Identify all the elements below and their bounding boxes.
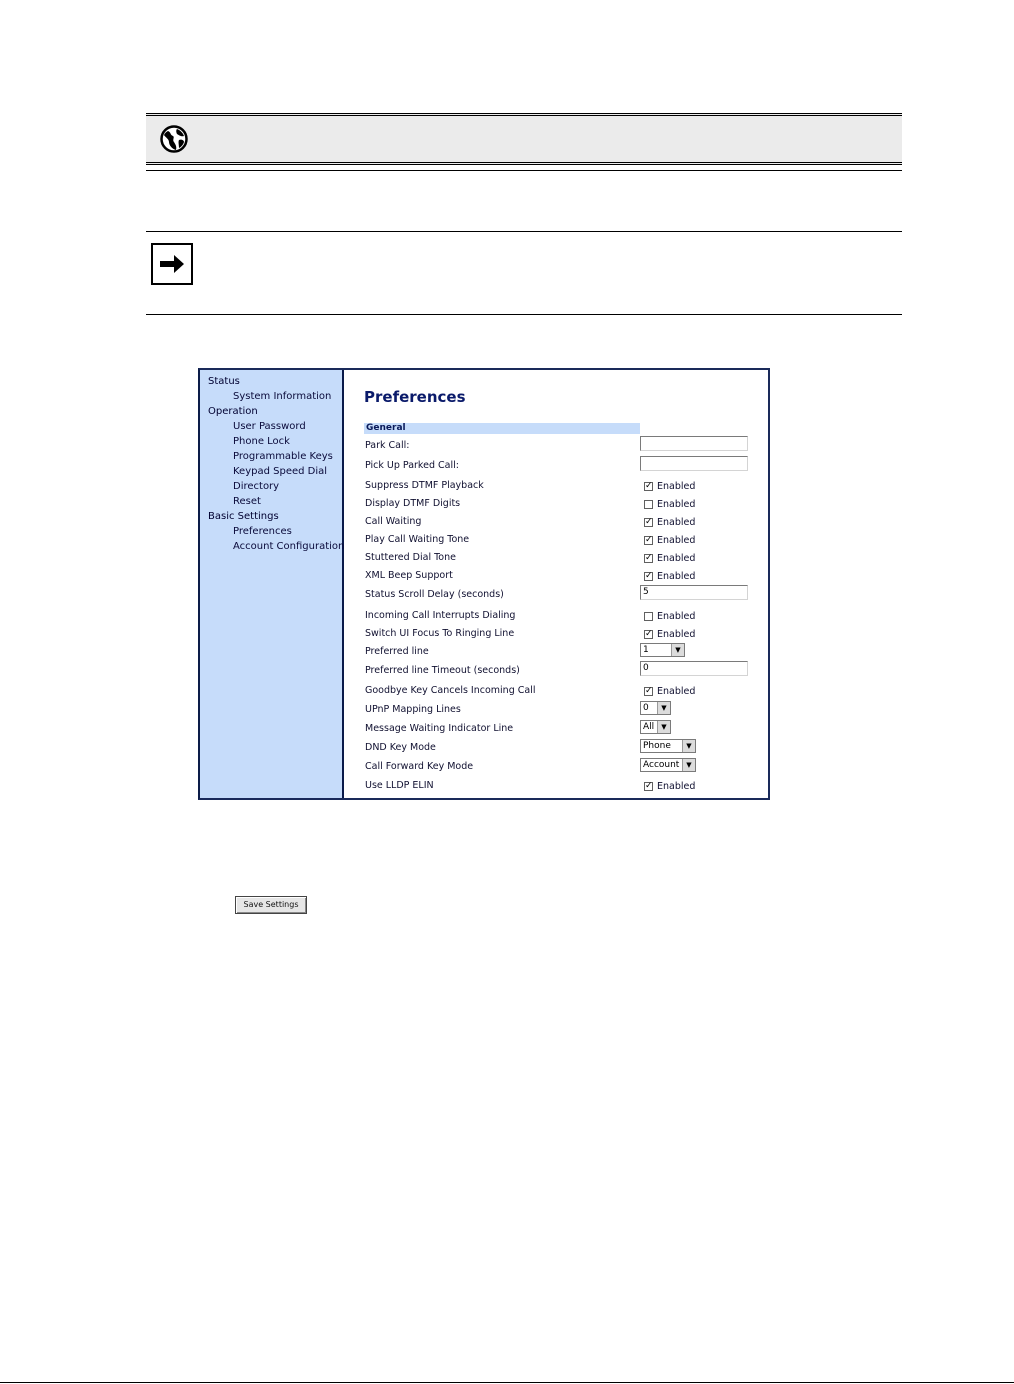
checkbox-label: Enabled — [657, 499, 696, 510]
label-pick-up-parked-call: Pick Up Parked Call: — [365, 460, 459, 471]
checkbox-group — [640, 781, 695, 792]
select-value: 0 — [643, 703, 649, 713]
chevron-down-icon[interactable]: ▼ — [657, 721, 670, 733]
section-header-general: General — [364, 423, 640, 434]
band-bottom-line — [146, 170, 902, 171]
checkbox-group — [640, 611, 695, 622]
checkbox[interactable]: ✓ — [645, 553, 653, 563]
label-switch-ui-focus-to-ringing-line: Switch UI Focus To Ringing Line — [365, 628, 515, 639]
label-status-scroll-delay-seconds: Status Scroll Delay (seconds) — [365, 589, 504, 600]
checkbox-label: Enabled — [657, 535, 696, 546]
save-settings-button[interactable]: Save Settings — [235, 896, 307, 914]
label-use-lldp-elin: Use LLDP ELIN — [365, 780, 434, 791]
select-dropdown[interactable] — [640, 643, 685, 657]
text-input[interactable] — [640, 436, 748, 451]
text-input[interactable] — [640, 456, 748, 471]
sidebar-item-operation[interactable]: Operation — [208, 406, 258, 417]
select-value: Account — [643, 760, 680, 770]
select-dropdown[interactable] — [640, 701, 671, 715]
label-play-call-waiting-tone: Play Call Waiting Tone — [365, 534, 470, 545]
preferences-content — [344, 370, 768, 798]
label-preferred-line: Preferred line — [365, 646, 429, 657]
page-title: Preferences — [364, 388, 466, 406]
checkbox-label: Enabled — [657, 571, 696, 582]
checkbox-group — [640, 571, 695, 582]
page-bottom-rule — [0, 1382, 1014, 1383]
checkbox[interactable]: ✓ — [645, 571, 653, 581]
label-suppress-dtmf-playback: Suppress DTMF Playback — [365, 480, 484, 491]
sidebar-item-account-configuration[interactable]: Account Configuration — [233, 541, 345, 552]
checkbox-label: Enabled — [657, 629, 696, 640]
label-preferred-line-timeout-seconds: Preferred line Timeout (seconds) — [365, 665, 520, 676]
checkbox-label: Enabled — [657, 517, 696, 528]
checkbox[interactable]: ✓ — [645, 481, 653, 491]
checkbox-group — [640, 553, 695, 564]
web-note-band — [146, 113, 902, 165]
checkbox-group — [640, 517, 695, 528]
checkbox-group — [640, 535, 695, 546]
note-top-rule — [146, 231, 902, 232]
sidebar-item-system-information[interactable]: System Information — [233, 391, 332, 402]
label-dnd-key-mode: DND Key Mode — [365, 742, 436, 753]
label-display-dtmf-digits: Display DTMF Digits — [365, 498, 461, 509]
note-bottom-rule — [146, 314, 902, 315]
checkbox[interactable]: ✓ — [645, 629, 653, 639]
chevron-down-icon[interactable]: ▼ — [657, 702, 670, 714]
text-input[interactable]: 5 — [640, 585, 748, 600]
checkbox-group — [640, 481, 695, 492]
sidebar-item-keypad-speed-dial[interactable]: Keypad Speed Dial — [233, 466, 328, 477]
sidebar-item-reset[interactable]: Reset — [233, 496, 261, 507]
checkbox[interactable]: ✓ — [645, 781, 653, 791]
checkbox-label: Enabled — [657, 481, 696, 492]
checkbox-group — [640, 629, 695, 640]
checkbox-label: Enabled — [657, 611, 696, 622]
checkbox[interactable] — [644, 500, 653, 509]
sidebar-item-user-password[interactable]: User Password — [233, 421, 306, 432]
select-value: All — [643, 722, 655, 732]
checkbox[interactable] — [644, 612, 653, 621]
select-value: Phone — [643, 741, 671, 751]
chevron-down-icon[interactable]: ▼ — [671, 644, 684, 656]
select-value: 1 — [643, 645, 649, 655]
select-dropdown[interactable] — [640, 739, 696, 753]
arrow-right-icon — [151, 243, 193, 285]
text-input[interactable]: 0 — [640, 661, 748, 676]
label-call-waiting: Call Waiting — [365, 516, 422, 527]
sidebar-item-basic-settings[interactable]: Basic Settings — [208, 511, 279, 522]
checkbox[interactable]: ✓ — [645, 686, 653, 696]
sidebar — [200, 370, 344, 798]
checkbox-label: Enabled — [657, 781, 696, 792]
chevron-down-icon[interactable]: ▼ — [682, 759, 695, 771]
label-park-call: Park Call: — [365, 440, 410, 451]
checkbox-label: Enabled — [657, 686, 696, 697]
label-message-waiting-indicator-line: Message Waiting Indicator Line — [365, 723, 514, 734]
label-incoming-call-interrupts-dialing: Incoming Call Interrupts Dialing — [365, 610, 516, 621]
label-call-forward-key-mode: Call Forward Key Mode — [365, 761, 474, 772]
label-xml-beep-support: XML Beep Support — [365, 570, 453, 581]
select-dropdown[interactable] — [640, 758, 696, 772]
label-upnp-mapping-lines: UPnP Mapping Lines — [365, 704, 461, 715]
sidebar-item-status[interactable]: Status — [208, 376, 240, 387]
sidebar-item-phone-lock[interactable]: Phone Lock — [233, 436, 290, 447]
sidebar-item-programmable-keys[interactable]: Programmable Keys — [233, 451, 333, 462]
checkbox[interactable]: ✓ — [645, 517, 653, 527]
checkbox-group — [640, 499, 695, 510]
sidebar-item-directory[interactable]: Directory — [233, 481, 280, 492]
checkbox-group — [640, 686, 695, 697]
sidebar-item-preferences[interactable]: Preferences — [233, 526, 292, 537]
select-dropdown[interactable] — [640, 720, 671, 734]
preferences-screenshot — [198, 368, 770, 800]
checkbox[interactable]: ✓ — [645, 535, 653, 545]
label-stuttered-dial-tone: Stuttered Dial Tone — [365, 552, 456, 563]
checkbox-label: Enabled — [657, 553, 696, 564]
chevron-down-icon[interactable]: ▼ — [682, 740, 695, 752]
label-goodbye-key-cancels-incoming-call: Goodbye Key Cancels Incoming Call — [365, 685, 536, 696]
globe-icon — [159, 124, 189, 154]
